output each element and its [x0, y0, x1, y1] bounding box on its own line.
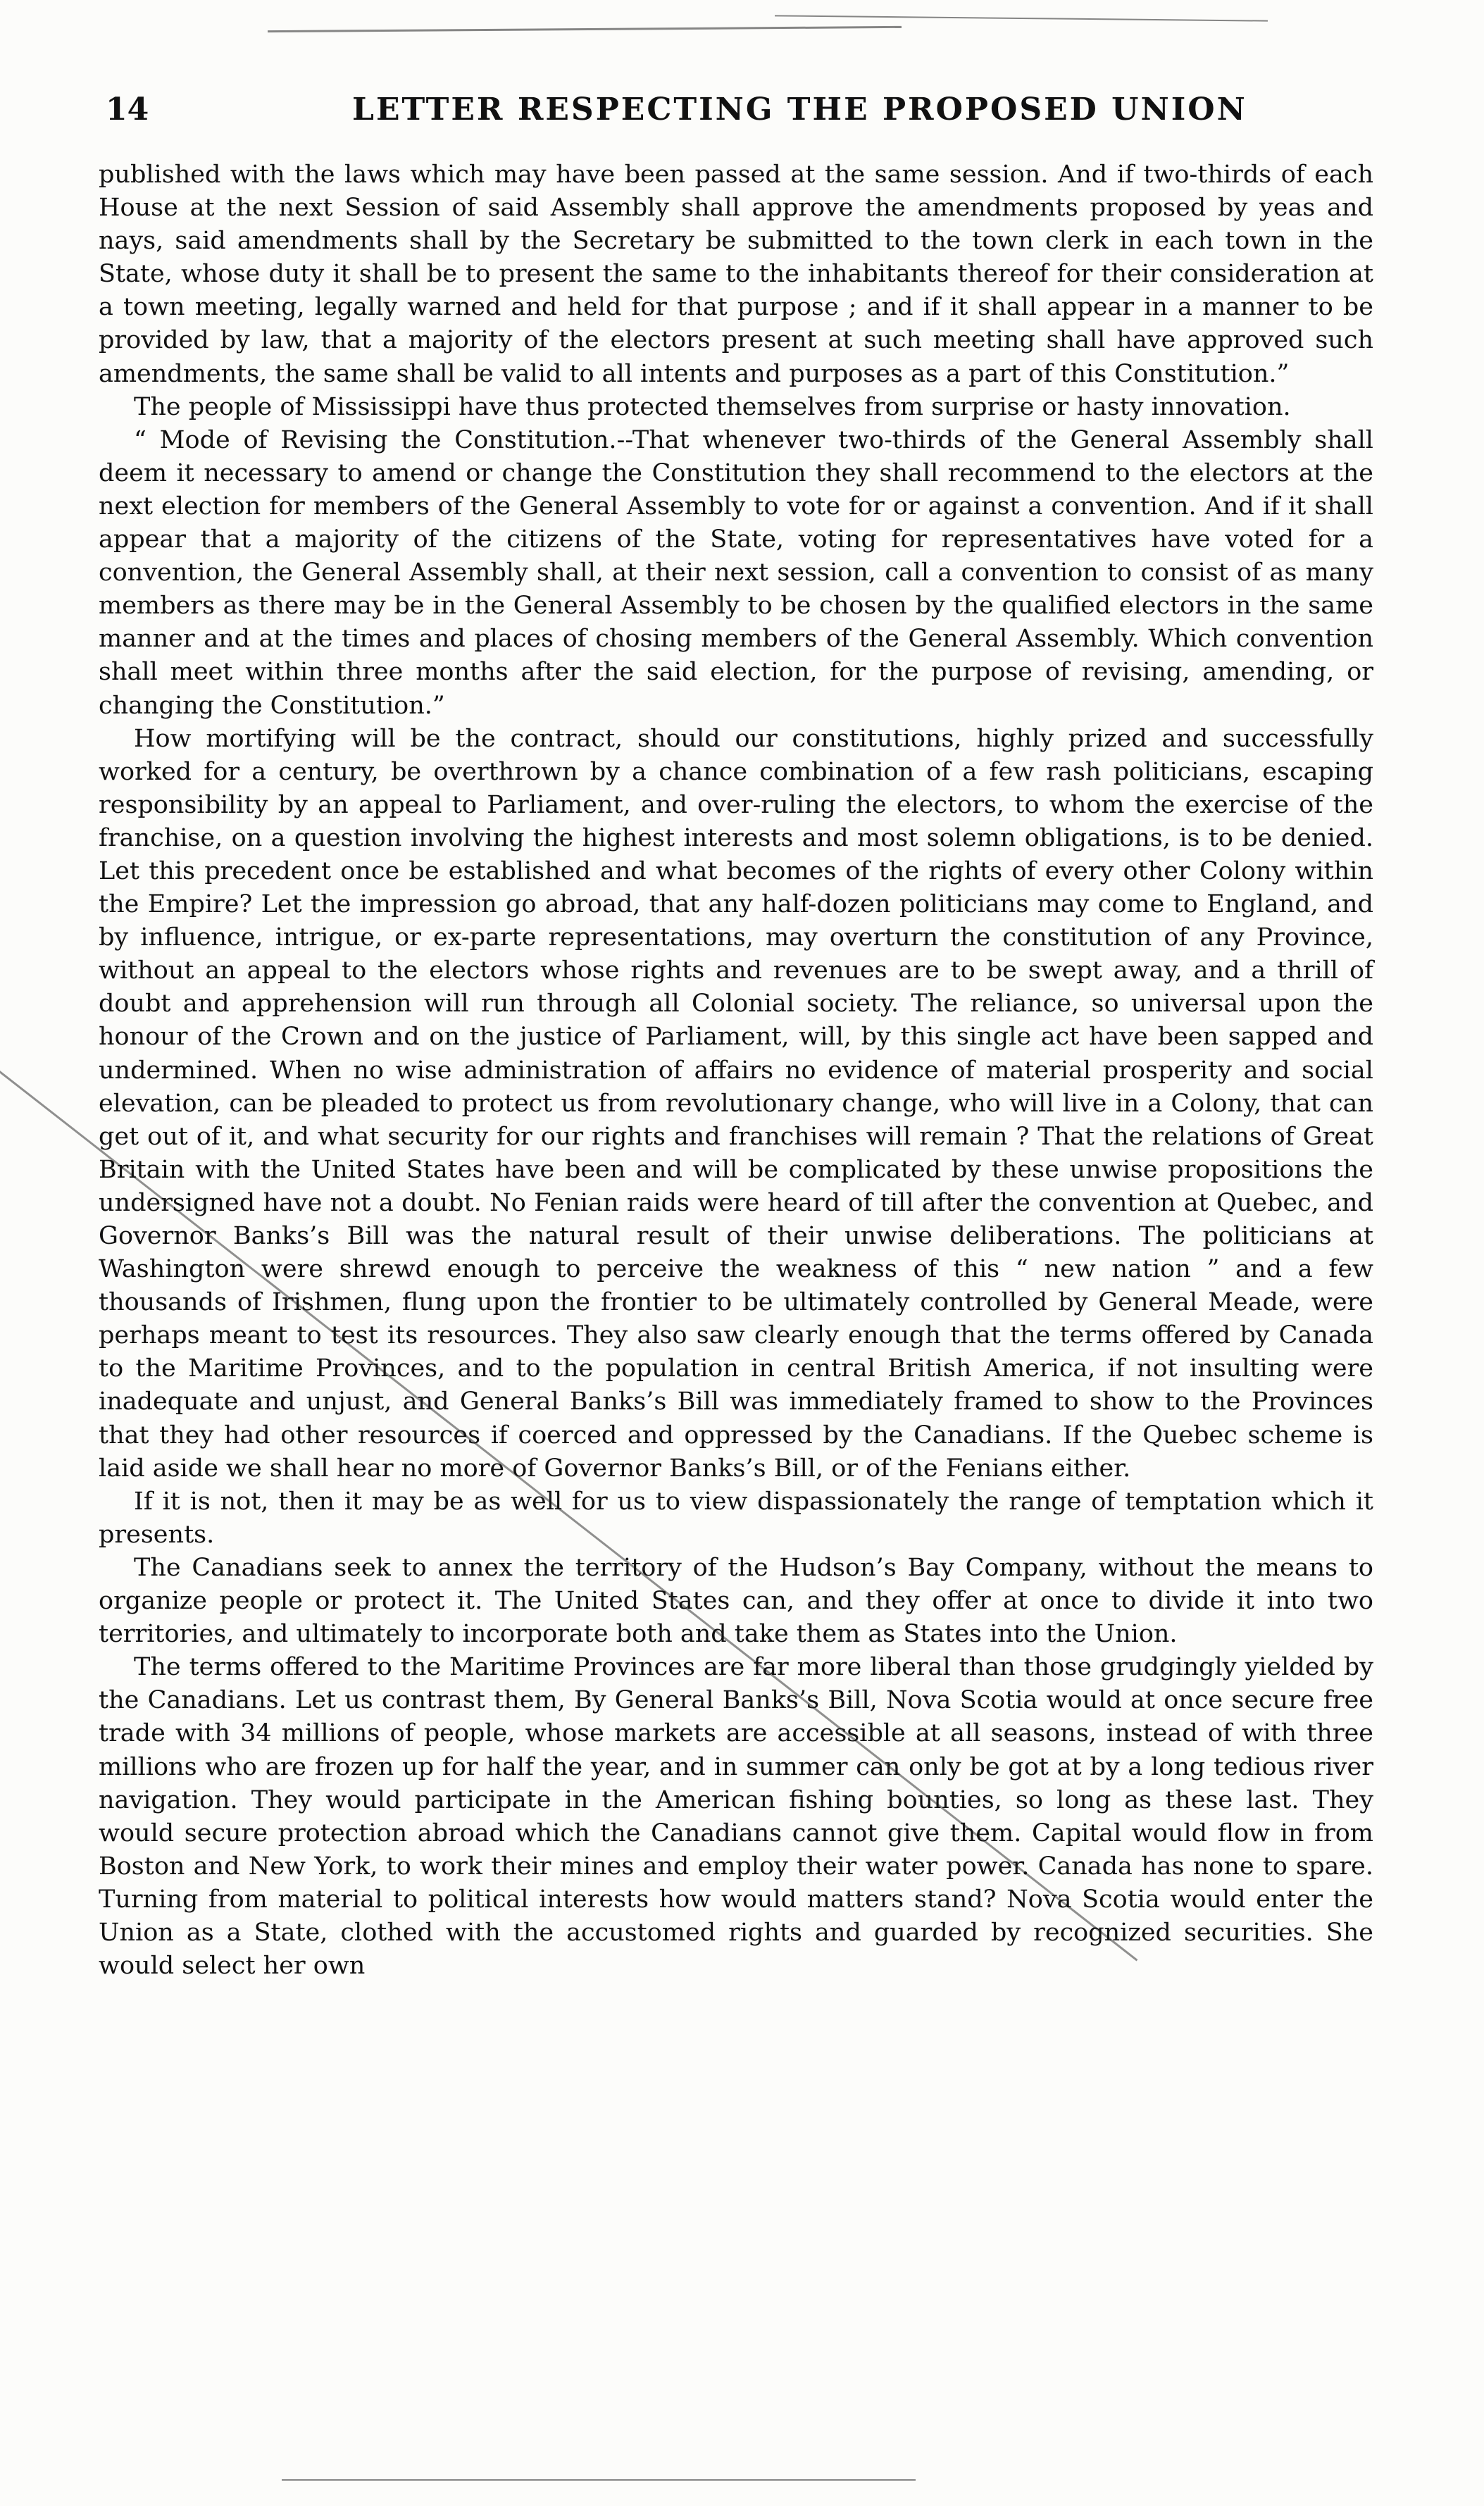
paragraph: The terms offered to the Maritime Provinces are far more liberal than those grudgingly yielded by the Canadians. Let us contrast them, By General Banks’s Bill, Nova Scotia would at once secure free trade with 34 millions of people, whose markets are accessible at all seasons, instead of with three millions who are frozen up for half the year, and in summer can only be got at by a long tedious river navigation. They would participate in the American fishing bounties, so long as these last. They would secure protection abroad which the Canadians cannot give them. Capital would flow in from Boston and New York, to work their mines and employ their water power. Canada has none to spare. Turning from material to political interests how would matters stand? Nova Scotia would enter the Union as a State, clothed with the accustomed rights and guarded by recognized securities. She would select her own: [99, 1653, 1373, 1981]
paragraph: The Canadians seek to annex the territory of the Hudson’s Bay Company, without the means to organize people or protect it. The United States can, and they offer at once to divide it into two territories, and ultimately to incorporate both and take them as States into the Union.: [99, 1553, 1373, 1649]
scan-artifact-line: [775, 15, 1268, 21]
paragraph: How mortifying will be the contract, should our constitutions, highly prized and successfully worked for a century, be overthrown by a chance combination of a few rash politicians, escaping responsibility by an appeal to Parliament, and over-ruling the electors, to whom the exercise of the franchise, on a question involving the highest interests and most solemn obligations, is to be denied. Let this precedent once be established and what becomes of the rights of every other Colony within the Empire? Let the impression go abroad, that any half-dozen politicians may come to England, and by influence, intrigue, or ex-parte representations, may overturn the constitution of any Province, without an appeal to the electors whose rights and revenues are to be swept away, and a thrill of doubt and apprehension will run through all Colonial society. The reliance, so universal upon the honour of the Crown and on the justice of Parliament, will, by this single act have been sapped and undermined. When no wise administration of affairs no evidence of material prosperity and social elevation, can be pleaded to protect us from revolutionary change, who will live in a Colony, that can get out of it, and what security for our rights and franchises will remain ? That the relations of Great Britain with the United States have been and will be complicated by these unwise propositions the undersigned have not a doubt. No Fenian raids were heard of till after the convention at Quebec, and Governor Banks’s Bill was the natural result of their unwise deliberations. The politicians at Washington were shrewd enough to perceive the weakness of this “ new nation ” and a few thousands of Irishmen, flung upon the frontier to be ultimately controlled by General Meade, were perhaps meant to test its resources. They also saw clearly enough that the terms offered by Canada to the Maritime Provinces, and to the population in central British America, if not insulting were inadequate and unjust, and General Banks’s Bill was immediately framed to show to the Provinces that they had other resources if coerced and oppressed by the Canadians. If the Quebec scheme is laid aside we shall hear no more of Governor Banks’s Bill, or of the Fenians either.: [99, 724, 1373, 1483]
body-text: [99, 158, 1373, 1983]
paragraph: published with the laws which may have been passed at the same session. And if two-thirds of each House at the next Session of said Assembly shall approve the amendments proposed by yeas and nays, said amendments shall by the Secretary be submitted to the town clerk in each town in the State, whose duty it shall be to present the same to the inhabitants thereof for their consideration at a town meeting, legally warned and held for that purpose ; and if it shall appear in a manner to be provided by law, that a majority of the electors present at such meeting shall have approved such amendments, the same shall be valid to all intents and purposes as a part of this Constitution.”: [99, 161, 1373, 388]
paragraph: The people of Mississippi have thus protected themselves from surprise or hasty innovation.: [134, 392, 1291, 421]
paragraph: “ Mode of Revising the Constitution.--That whenever two-thirds of the General Assembly shall deem it necessary to amend or change the Constitution they shall recommend to the electors at the next election for members of the General Assembly to vote for or against a convention. And if it shall appear that a majority of the citizens of the State, voting for representatives have voted for a convention, the General Assembly shall, at their next session, call a convention to consist of as many members as there may be in the General Assembly to be chosen by the qualified electors in the same manner and at the times and places of chosing members of the General Assembly. Which convention shall meet within three months after the said election, for the purpose of revising, amending, or changing the Constitution.”: [99, 425, 1373, 720]
scan-artifact-line: [282, 2479, 916, 2481]
scan-artifact-line: [268, 26, 902, 32]
paragraph: If it is not, then it may be as well for us to view dispassionately the range of temptation which it presents.: [99, 1487, 1373, 1549]
running-head: LETTER RESPECTING THE PROPOSED UNION: [352, 92, 1247, 127]
page-number: 14: [106, 92, 149, 127]
page-header: [106, 92, 1373, 141]
